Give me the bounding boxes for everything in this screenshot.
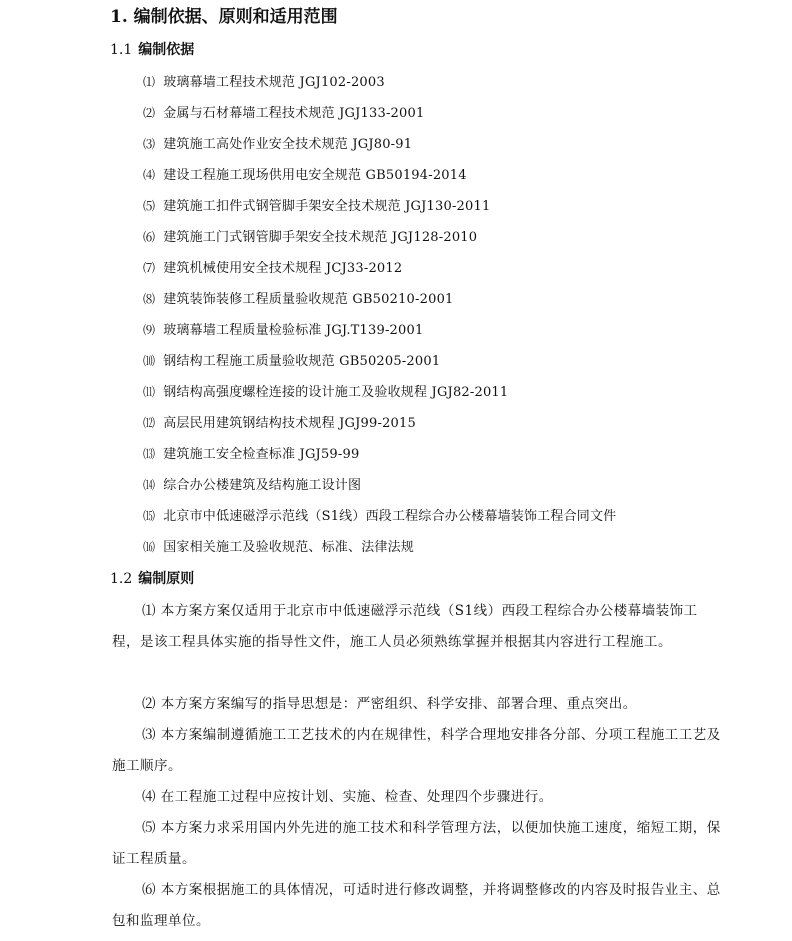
section-title: 1. 编制依据、原则和适用范围: [110, 7, 338, 27]
principles-heading-text: 编制原则: [138, 571, 195, 587]
list-item-index: ⑷: [143, 168, 156, 182]
principle-paragraph: ⑴ 本方案方案仅适用于北京市中低速磁浮示范线（S1线）西段工程综合办公楼幕墙装饰工程，是该工程具体实施的指导性文件，施工人员必须熟练掌握并根据其内容进行工程施工。: [112, 603, 698, 650]
list-item-index: ⑻: [143, 292, 156, 306]
principles-heading-number: 1.2: [110, 571, 133, 587]
list-item-text: 玻璃幕墙工程技术规范 JGJ102-2003: [163, 75, 385, 90]
list-item: [143, 227, 477, 247]
list-item-text: 国家相关施工及验收规范、标准、法律法规: [163, 540, 415, 555]
basis-heading-text: 编制依据: [138, 42, 195, 58]
list-item-text: 综合办公楼建筑及结构施工设计图: [163, 478, 362, 493]
list-item-text: 建设工程施工现场供用电安全规范 GB50194-2014: [163, 168, 467, 183]
list-item: [143, 196, 490, 216]
list-item-index: ⒁: [143, 478, 156, 492]
list-item-index: ⒃: [143, 540, 156, 554]
list-item-text: 建筑施工安全检查标准 JGJ59-99: [163, 447, 360, 462]
principle-paragraph: ⑵ 本方案方案编写的指导思想是：严密组织、科学安排、部署合理、重点突出。: [142, 696, 637, 712]
list-item-index: ⒀: [143, 447, 156, 461]
list-item: [143, 289, 454, 309]
list-item: [143, 475, 361, 495]
list-item-text: 玻璃幕墙工程质量检验标准 JGJ.T139-2001: [163, 323, 424, 338]
list-item: [143, 413, 416, 433]
list-item-index: ⑺: [143, 261, 156, 275]
list-item-text: 高层民用建筑钢结构技术规程 JGJ99-2015: [163, 416, 416, 431]
principle-paragraph: ⑹ 本方案根据施工的具体情况，可适时进行修改调整，并将调整修改的内容及时报告业主、总包和监理单位。: [112, 882, 721, 929]
list-item-index: ⑹: [143, 230, 156, 244]
list-item-index: ⑽: [143, 354, 156, 368]
list-item-text: 钢结构高强度螺栓连接的设计施工及验收规程 JGJ82-2011: [163, 385, 509, 400]
list-item: [143, 258, 402, 278]
list-item: [143, 382, 508, 402]
list-item: [143, 537, 414, 557]
list-item-index: ⑴: [143, 75, 156, 89]
list-item-index: ⑾: [143, 385, 156, 399]
list-item-text: 建筑施工扣件式钢管脚手架安全技术规范 JGJ130-2011: [163, 199, 491, 214]
list-item-index: ⑶: [143, 137, 156, 151]
list-item-text: 钢结构工程施工质量验收规范 GB50205-2001: [163, 354, 441, 369]
list-item-text: 建筑装饰装修工程质量验收规范 GB50210-2001: [163, 292, 454, 307]
list-item: [143, 320, 423, 340]
list-item-text: 金属与石材幕墙工程技术规范 JGJ133-2001: [163, 106, 425, 121]
list-item: [143, 103, 424, 123]
list-item-index: ⑵: [143, 106, 156, 120]
basis-heading-number: 1.1: [110, 42, 133, 58]
principle-paragraph: ⑶ 本方案编制遵循施工工艺技术的内在规律性，科学合理地安排各分部、分项工程施工工艺及施工顺序。: [112, 727, 721, 774]
principles-heading: [110, 569, 194, 589]
list-item-index: ⑸: [143, 199, 156, 213]
basis-heading: [110, 40, 194, 60]
principle-paragraph: ⑷ 在工程施工过程中应按计划、实施、检查、处理四个步骤进行。: [142, 789, 553, 805]
list-item-text: 建筑机械使用安全技术规程 JCJ33-2012: [163, 261, 403, 276]
list-item-text: 建筑施工门式钢管脚手架安全技术规范 JGJ128-2010: [163, 230, 478, 245]
list-item-index: ⑿: [143, 416, 156, 430]
list-item-text: 建筑施工高处作业安全技术规范 JGJ80-91: [163, 137, 413, 152]
list-item: [143, 134, 412, 154]
list-item: [143, 351, 440, 371]
list-item-index: ⒂: [143, 509, 156, 523]
list-item: [143, 165, 467, 185]
list-item-index: ⑼: [143, 323, 156, 337]
list-item-text: 北京市中低速磁浮示范线（S1线）西段工程综合办公楼幕墙装饰工程合同文件: [163, 509, 617, 524]
principle-paragraph: ⑸ 本方案力求采用国内外先进的施工技术和科学管理方法，以便加快施工速度，缩短工期，保证工程质量。: [112, 820, 721, 867]
list-item: [143, 506, 616, 526]
list-item: [143, 444, 359, 464]
list-item: [143, 72, 385, 92]
